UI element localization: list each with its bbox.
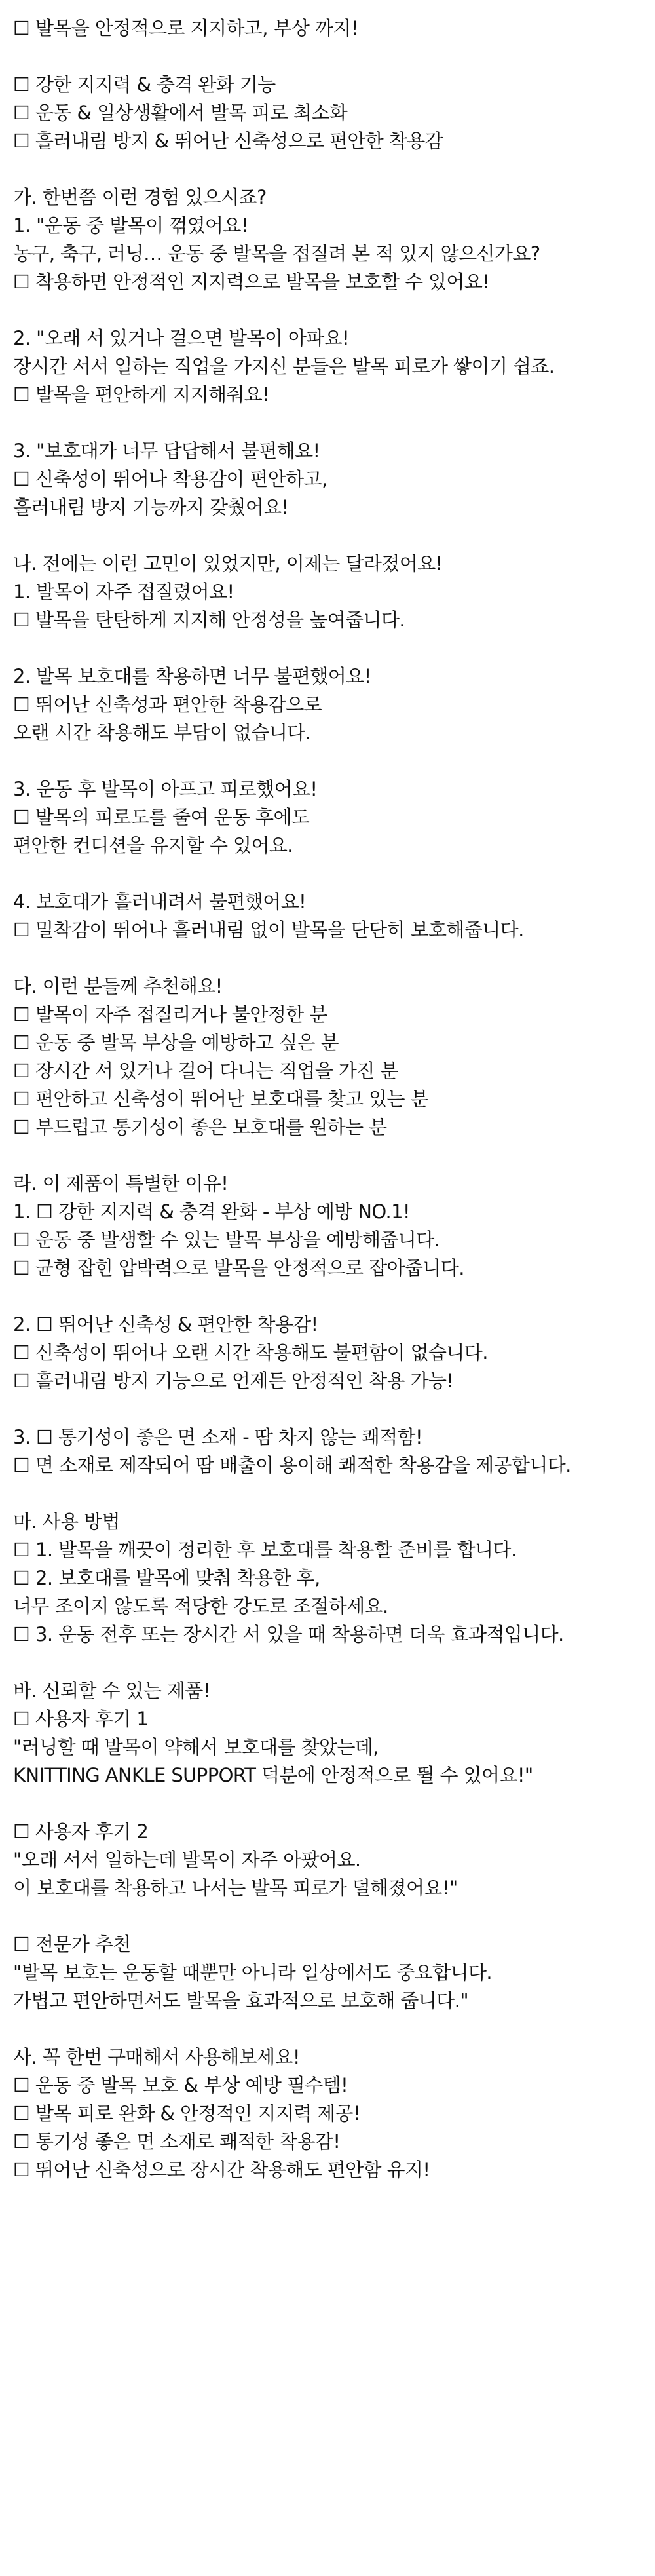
blank-line (13, 1282, 655, 1311)
text-line: 가볍고 편안하면서도 발목을 효과적으로 보호해 줍니다." (13, 1990, 468, 2012)
blank-line (13, 1395, 655, 1423)
text-line: ☐ 3. 운동 전후 또는 장시간 서 있을 때 착용하면 더욱 효과적입니다. (13, 1623, 564, 1645)
blank-line (13, 2015, 655, 2043)
text-line: ☐ 발목을 편안하게 지지해줘요! (13, 383, 270, 406)
text-line: ☐ 밀착감이 뛰어나 흘러내림 없이 발목을 단단히 보호해줍니다. (13, 919, 524, 941)
text-line: 농구, 축구, 러닝… 운동 중 발목을 접질려 본 적 있지 않으신가요? (13, 242, 540, 265)
text-line: 오랜 시간 착용해도 부담이 없습니다. (13, 721, 311, 744)
text-line: ☐ 착용하면 안정적인 지지력으로 발목을 보호할 수 있어요! (13, 271, 490, 293)
text-line: 장시간 서서 일하는 직업을 가지신 분들은 발목 피로가 쌓이기 쉽죠. (13, 355, 555, 377)
text-line: "오래 서서 일하는데 발목이 자주 아팠어요. (13, 1849, 361, 1871)
text-line: ☐ 신축성이 뛰어나 오랜 시간 착용해도 불편함이 없습니다. (13, 1341, 488, 1364)
blank-line (13, 1480, 655, 1508)
text-line: 마. 사용 방법 (13, 1510, 120, 1533)
text-line: ☐ 운동 중 발목 보호 & 부상 예방 필수템! (13, 2074, 348, 2096)
text-line: 2. 발목 보호대를 착용하면 너무 불편했어요! (13, 665, 371, 687)
blank-line (13, 747, 655, 775)
text-line: ☐ 발목을 탄탄하게 지지해 안정성을 높여줍니다. (13, 609, 405, 631)
text-line: 3. ☐ 통기성이 좋은 면 소재 - 땀 차지 않는 쾌적함! (13, 1426, 422, 1448)
text-line: ☐ 사용자 후기 2 (13, 1820, 149, 1843)
text-line: ☐ 편안하고 신축성이 뛰어난 보호대를 찾고 있는 분 (13, 1088, 429, 1110)
text-line: ☐ 1. 발목을 깨끗이 정리한 후 보호대를 착용할 준비를 합니다. (13, 1539, 517, 1561)
text-line: "발목 보호는 운동할 때뿐만 아니라 일상에서도 중요합니다. (13, 1961, 493, 1984)
text-line: 2. "오래 서 있거나 걸으면 발목이 아파요! (13, 327, 350, 349)
blank-line (13, 409, 655, 437)
blank-line (13, 522, 655, 550)
text-line: 1. 발목이 자주 접질렸어요! (13, 581, 234, 603)
text-line: ☐ 사용자 후기 1 (13, 1708, 149, 1730)
text-line: 4. 보호대가 흘러내려서 불편했어요! (13, 891, 307, 913)
text-line: 나. 전에는 이런 고민이 있었지만, 이제는 달라졌어요! (13, 552, 443, 575)
text-line: ☐ 전문가 추천 (13, 1933, 131, 1955)
text-line: 이 보호대를 착용하고 나서는 발목 피로가 덜해졌어요!" (13, 1877, 458, 1899)
text-line: 흘러내림 방지 기능까지 갖췄어요! (13, 496, 289, 518)
text-line: "러닝할 때 발목이 약해서 보호대를 찾았는데, (13, 1736, 379, 1758)
text-line: ☐ 발목의 피로도를 줄여 운동 후에도 (13, 806, 310, 828)
text-line: ☐ 2. 보호대를 발목에 맞춰 착용한 후, (13, 1567, 320, 1589)
text-line: 2. ☐ 뛰어난 신축성 & 편안한 착용감! (13, 1313, 318, 1336)
text-line: ☐ 흘러내림 방지 & 뛰어난 신축성으로 편안한 착용감 (13, 130, 443, 152)
text-line: ☐ 흘러내림 방지 기능으로 언제든 안정적인 착용 가능! (13, 1370, 454, 1392)
text-line: 너무 조이지 않도록 적당한 강도로 조절하세요. (13, 1595, 388, 1617)
blank-line (13, 43, 655, 71)
text-line: ☐ 강한 지지력 & 충격 완화 기능 (13, 73, 276, 96)
blank-line (13, 296, 655, 324)
text-line: ☐ 뛰어난 신축성과 편안한 착용감으로 (13, 693, 322, 716)
text-line: ☐ 신축성이 뛰어나 착용감이 편안하고, (13, 468, 328, 490)
text-line: 바. 신뢰할 수 있는 제품! (13, 1680, 210, 1702)
text-line: ☐ 운동 중 발생할 수 있는 발목 부상을 예방해줍니다. (13, 1229, 440, 1251)
blank-line (13, 1142, 655, 1170)
text-line: 가. 한번쯤 이런 경험 있으시죠? (13, 186, 267, 208)
text-line: ☐ 균형 잡힌 압박력으로 발목을 안정적으로 잡아줍니다. (13, 1257, 464, 1279)
text-line: 1. ☐ 강한 지지력 & 충격 완화 - 부상 예방 NO.1! (13, 1201, 410, 1223)
blank-line (13, 1649, 655, 1677)
text-line: ☐ 발목 피로 완화 & 안정적인 지지력 제공! (13, 2102, 360, 2124)
text-line: 1. "운동 중 발목이 꺾였어요! (13, 214, 248, 237)
text-line: ☐ 장시간 서 있거나 걸어 다니는 직업을 가진 분 (13, 1060, 398, 1082)
text-line: ☐ 통기성 좋은 면 소재로 쾌적한 착용감! (13, 2130, 341, 2153)
text-line: KNITTING ANKLE SUPPORT 덕분에 안정적으로 뛸 수 있어요!" (13, 1764, 533, 1786)
blank-line (13, 860, 655, 888)
text-line: ☐ 운동 중 발목 부상을 예방하고 싶은 분 (13, 1031, 339, 1054)
text-line: ☐ 부드럽고 통기성이 좋은 보호대를 원하는 분 (13, 1116, 387, 1138)
text-line: 라. 이 제품이 특별한 이유! (13, 1172, 229, 1195)
blank-line (13, 1902, 655, 1931)
blank-line (13, 944, 655, 972)
text-line: ☐ 면 소재로 제작되어 땀 배출이 용이해 쾌적한 착용감을 제공합니다. (13, 1454, 571, 1476)
text-line: ☐ 발목이 자주 접질리거나 불안정한 분 (13, 1003, 328, 1026)
text-line: ☐ 발목을 안정적으로 지지하고, 부상 까지! (13, 17, 358, 39)
text-line: 다. 이런 분들께 추천해요! (13, 975, 223, 997)
blank-line (13, 155, 655, 183)
text-line: ☐ 뛰어난 신축성으로 장시간 착용해도 편안함 유지! (13, 2159, 430, 2181)
text-line: 편안한 컨디션을 유지할 수 있어요. (13, 834, 293, 856)
text-line: ☐ 운동 & 일상생활에서 발목 피로 최소화 (13, 102, 348, 124)
text-line: 3. "보호대가 너무 답답해서 불편해요! (13, 440, 320, 462)
blank-line (13, 1790, 655, 1818)
blank-line (13, 634, 655, 663)
text-line: 3. 운동 후 발목이 아프고 피로했어요! (13, 778, 318, 800)
text-line: 사. 꼭 한번 구매해서 사용해보세요! (13, 2046, 300, 2068)
